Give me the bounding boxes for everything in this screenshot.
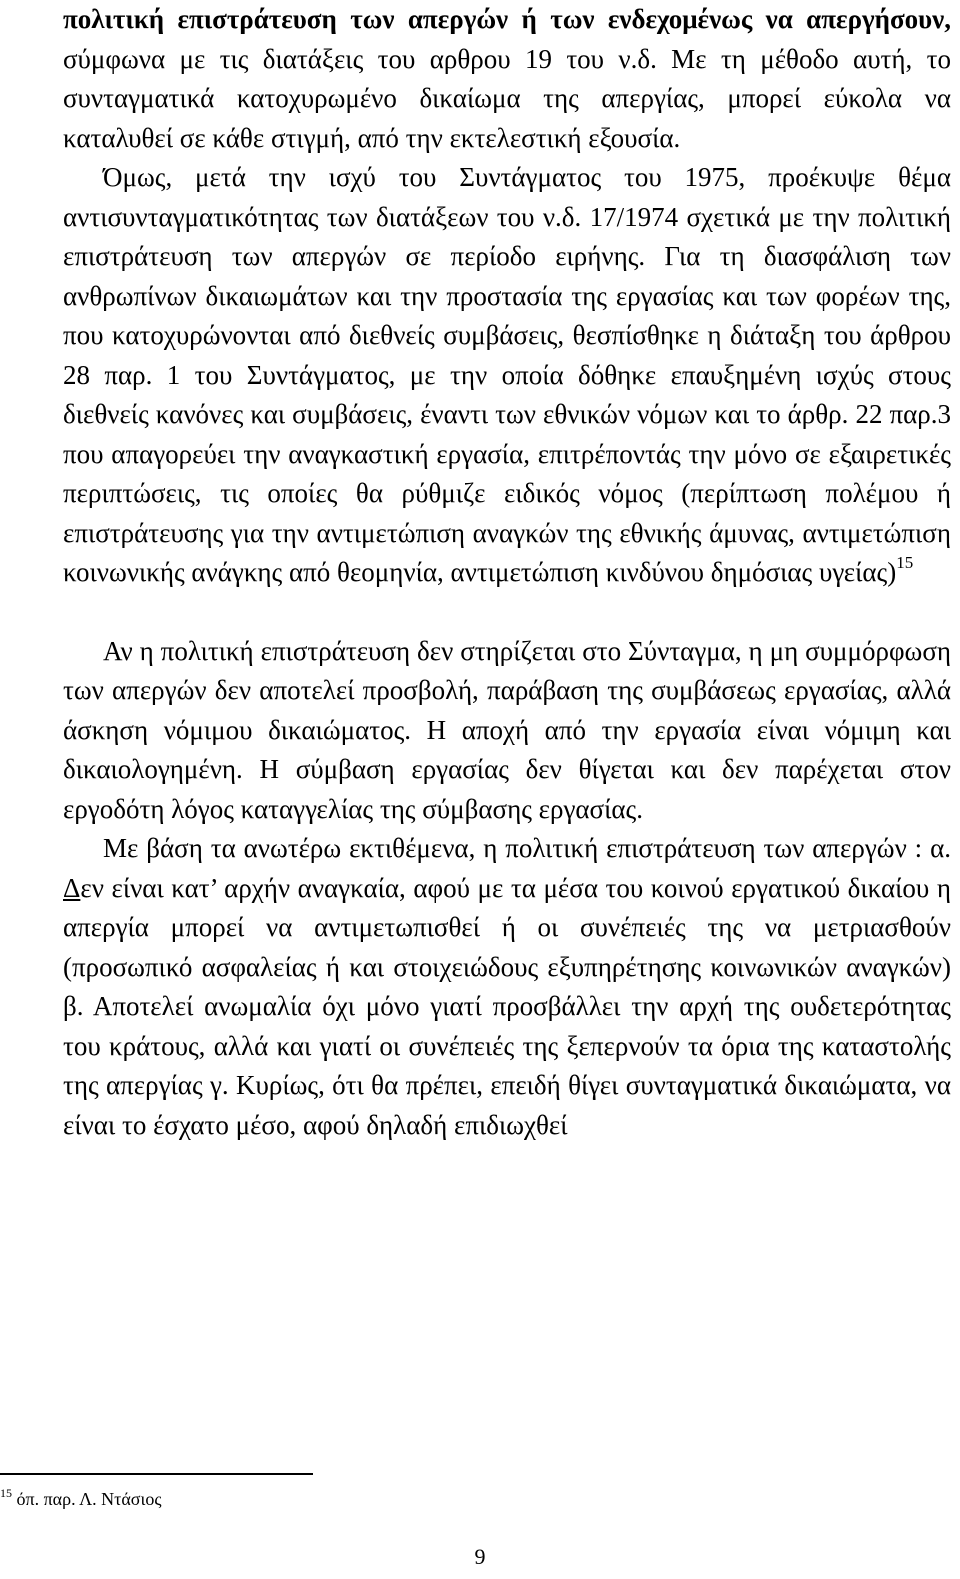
document-page	[63, 0, 951, 1145]
footnote-text: όπ. παρ. Λ. Ντάσιος	[12, 1489, 162, 1509]
paragraph-4-text-start: Με βάση τα ανωτέρω εκτιθέμενα, η πολιτική επιστράτευση των απεργών : α.	[103, 833, 951, 863]
paragraph-2	[63, 158, 951, 593]
page-number: 9	[474, 1544, 486, 1569]
footnote-number: 15	[0, 1486, 12, 1500]
paragraph-4-underlined-letter: Δ	[63, 872, 81, 903]
paragraph-4-text-end: εν είναι κατ’ αρχήν αναγκαία, αφού με τα μέσα του κοινού εργατικού δικαίου η απεργία μπορεί να αντιμετωπισθεί ή οι συνέπειές της να μετριασθούν (προσωπικό ασφαλείας ή και στοιχειώδους εξυπηρέτησης κοινωνικών αναγκών) β. Αποτελεί ανωμαλία όχι μόνο γιατί προσβάλλει την αρχή της ουδετερότητας του κράτους, αλλά και γιατί οι συνέπειές της ξεπερνούν τα όρια της καταστολής της απεργίας γ. Κυρίως, ότι θα πρέπει, επειδή θίγει συνταγματικά δικαιώματα, να είναι το έσχατο μέσο, αφού δηλαδή επιδιωχθεί	[63, 872, 951, 1140]
footnote-reference[interactable]: 15	[896, 553, 914, 572]
footnote-separator	[0, 1473, 313, 1475]
paragraph-4	[63, 829, 951, 1145]
paragraph-1	[63, 0, 951, 158]
paragraph-3	[63, 632, 951, 830]
footnote	[0, 1486, 161, 1512]
paragraph-2-text: Όμως, μετά την ισχύ του Συντάγματος του 1975, προέκυψε θέμα αντισυνταγματικότητας των διατάξεων του ν.δ. 17/1974 σχετικά με την πολιτική επιστράτευση των απεργών σε περίοδο ειρήνης. Για τη διασφάλιση των ανθρωπίνων δικαιωμάτων και την προστασία της εργασίας και των φορέων της, που κατοχυρώνονται από διεθνείς συμβάσεις, θεσπίσθηκε η διάταξη του άρθρου 28 παρ. 1 του Συντάγματος, με την οποία δόθηκε επαυξημένη ισχύς στους διεθνείς κανόνες και συμβάσεις, έναντι των εθνικών νόμων και το άρθρ. 22 παρ.3 που απαγορεύει την αναγκαστική εργασία, επιτρέποντάς την μόνο σε εξαιρετικές περιπτώσεις, τις οποίες θα ρύθμιζε ειδικός νόμος (περίπτωση πολέμου ή επιστράτευσης για την αντιμετώπιση αναγκών της εθνικής άμυνας, αντιμετώπιση κοινωνικής ανάγκης από θεομηνία, αντιμετώπιση κινδύνου δημόσιας υγείας)	[63, 162, 951, 587]
paragraph-3-text: Αν η πολιτική επιστράτευση δεν στηρίζεται στο Σύνταγμα, η μη συμμόρφωση των απεργών δεν αποτελεί προσβολή, παράβαση της συμβάσεως εργασίας, αλλά άσκηση νόμιμου δικαιώματος. Η αποχή από την εργασία είναι νόμιμη και δικαιολογημένη. Η σύμβαση εργασίας δεν θίγεται και δεν παρέχεται στον εργοδότη λόγος καταγγελίας της σύμβασης εργασίας.	[63, 635, 951, 824]
paragraph-1-bold-lead: πολιτική επιστράτευση των απεργών ή των ενδεχομένως να απεργήσουν,	[63, 4, 951, 34]
paragraph-1-text: σύμφωνα με τις διατάξεις του αρθρου 19 του ν.δ. Με τη μέθοδο αυτή, το συνταγματικά κατοχυρωμένο δικαίωμα της απεργίας, μπορεί εύκολα να καταλυθεί σε κάθε στιγμή, από την εκτελεστική εξουσία.	[63, 43, 951, 153]
